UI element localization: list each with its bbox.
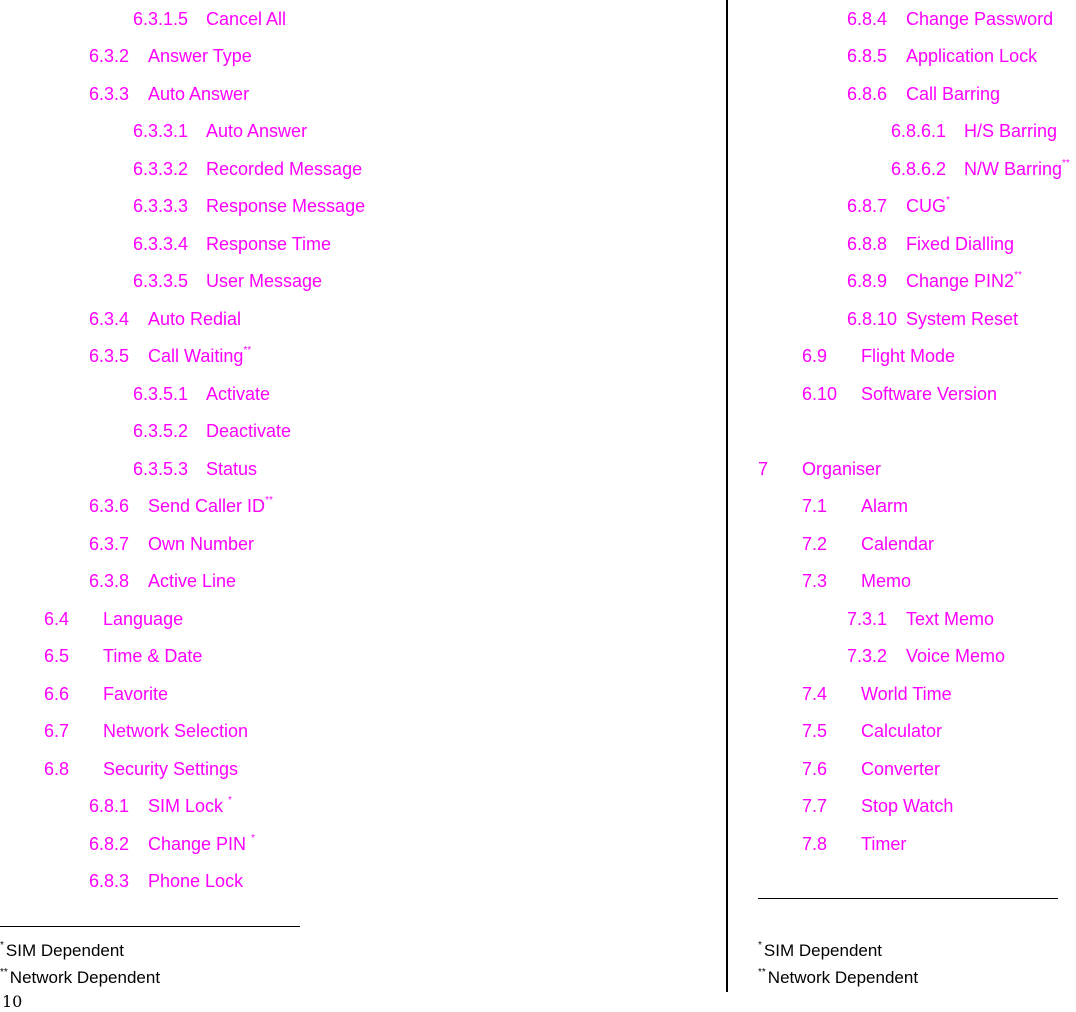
toc-entry-label: [861, 534, 934, 554]
toc-entry-title: Response Time: [206, 234, 332, 254]
toc-entry-title: Stop Watch: [861, 796, 954, 816]
toc-entry-title: Active Line: [148, 571, 237, 591]
toc-entry-label: [906, 46, 1037, 66]
toc-entry-title: Time & Date: [103, 646, 203, 666]
toc-entry-title: Language: [103, 609, 184, 629]
toc-entry-title: Favorite: [103, 684, 169, 704]
toc-entry-label: [861, 834, 906, 854]
toc-entry-number: 6.3.5: [89, 346, 130, 366]
toc-entry-number: 7.4: [802, 684, 828, 704]
toc-entry-label: [103, 721, 248, 741]
toc-entry-title: Memo: [861, 571, 912, 591]
toc-entry-number: 7.8: [802, 834, 828, 854]
footnote-rule-right: [758, 898, 1058, 899]
toc-entry-label: [861, 796, 953, 816]
toc-entry-label: [206, 159, 362, 179]
toc-entry-title: Response Message: [206, 196, 366, 216]
right-toc-column: [728, 0, 1076, 1012]
toc-entry-label: [206, 196, 365, 216]
toc-entry-label: [861, 384, 997, 404]
toc-entry-label: [148, 571, 236, 591]
toc-entry-label: [964, 159, 1070, 179]
toc-entry-title: Cancel All: [206, 9, 287, 29]
toc-entry-number: 6.3.7: [89, 534, 130, 554]
toc-entry-label: [206, 234, 331, 254]
toc-entry-number: 7.6: [802, 759, 828, 779]
toc-entry-label: [103, 646, 202, 666]
footnote-marker: **: [265, 495, 273, 506]
toc-entry-title: Call Waiting: [148, 346, 244, 366]
footnote-sim-left: * SIM Dependent: [0, 940, 125, 960]
toc-entry-label: [906, 9, 1053, 29]
toc-entry-title: Answer Type: [148, 46, 252, 66]
toc-entry-label: [906, 271, 1022, 291]
toc-entry-label: [148, 834, 255, 854]
toc-entry-number: 6.8: [44, 759, 70, 779]
footnote-marker: **: [1062, 158, 1070, 169]
toc-entry-number: 6.8.4: [847, 9, 888, 29]
toc-entry-title: H/S Barring: [964, 121, 1058, 141]
toc-entry-number: 6.3.3.1: [133, 121, 189, 141]
toc-entry-title: Recorded Message: [206, 159, 363, 179]
toc-entry-label: [206, 9, 286, 29]
toc-entry-label: [148, 496, 273, 516]
toc-entry-number: 6.8.7: [847, 196, 888, 216]
toc-entry-label: [148, 84, 249, 104]
toc-entry-title: Activate: [206, 384, 271, 404]
toc-entry-number: 7.3.2: [847, 646, 888, 666]
footnote-network-left: ** Network Dependent: [0, 967, 161, 987]
toc-entry-title: Change PIN: [148, 834, 252, 854]
toc-entry-title: Software Version: [861, 384, 998, 404]
footnote-sim-right: * SIM Dependent: [758, 940, 883, 960]
page-number: 10: [2, 992, 23, 1011]
toc-entry-label: [861, 684, 952, 704]
toc-entry-label: [964, 121, 1057, 141]
toc-entry-number: 6.8.10: [847, 309, 898, 329]
toc-entry-title: User Message: [206, 271, 323, 291]
toc-entry-title: Calculator: [861, 721, 943, 741]
toc-entry-title: Call Barring: [906, 84, 1001, 104]
toc-entry-title: Auto Redial: [148, 309, 242, 329]
toc-entry-title: Change Password: [906, 9, 1054, 29]
footnote-marker: *: [228, 795, 232, 806]
toc-entry-label: [206, 271, 322, 291]
toc-entry-number: 6.6: [44, 684, 70, 704]
toc-entry-label: [861, 496, 908, 516]
toc-entry-number: 6.5: [44, 646, 70, 666]
toc-entry-number: 6.8.6.2: [891, 159, 947, 179]
toc-entry-number: 6.9: [802, 346, 828, 366]
toc-entry-title: Flight Mode: [861, 346, 956, 366]
toc-entry-number: 7.2: [802, 534, 828, 554]
toc-entry-number: 6.8.5: [847, 46, 888, 66]
toc-entry-label: [861, 571, 911, 591]
toc-entry-title: Phone Lock: [148, 871, 244, 891]
toc-entry-number: 7: [758, 459, 769, 479]
toc-entry-number: 6.7: [44, 721, 70, 741]
toc-entry-label: [906, 609, 994, 629]
toc-entry-number: 6.3.5.3: [133, 459, 189, 479]
toc-entry-number: 6.3.1.5: [133, 9, 189, 29]
toc-entry-label: [861, 759, 940, 779]
toc-entry-title: Change PIN2: [906, 271, 1015, 291]
toc-entry-number: 6.3.3: [89, 84, 130, 104]
toc-entry-label: [802, 459, 881, 479]
toc-entry-title: CUG: [906, 196, 946, 216]
toc-entry-label: [148, 309, 241, 329]
toc-entry-title: Network Selection: [103, 721, 249, 741]
toc-entry-number: 6.3.4: [89, 309, 130, 329]
toc-entry-label: [906, 309, 1018, 329]
toc-entry-label: [206, 459, 257, 479]
toc-entry-title: Application Lock: [906, 46, 1038, 66]
toc-entry-label: [148, 46, 252, 66]
toc-entry-title: System Reset: [906, 309, 1019, 329]
toc-entry-number: 6.3.3.2: [133, 159, 189, 179]
toc-entry-label: [103, 609, 183, 629]
toc-entry-label: [861, 346, 955, 366]
toc-entry-number: 6.8.3: [89, 871, 130, 891]
toc-entry-label: [148, 796, 232, 816]
toc-entry-title: Send Caller ID: [148, 496, 266, 516]
toc-entry-title: Auto Answer: [206, 121, 308, 141]
toc-entry-label: [148, 534, 254, 554]
toc-entry-number: 7.5: [802, 721, 828, 741]
toc-entry-number: 6.4: [44, 609, 70, 629]
toc-entry-number: 6.3.2: [89, 46, 130, 66]
toc-entry-label: [148, 871, 243, 891]
toc-entry-number: 6.8.6: [847, 84, 888, 104]
toc-entry-title: Converter: [861, 759, 941, 779]
toc-entry-title: SIM Lock: [148, 796, 229, 816]
footnote-marker: *: [251, 833, 255, 844]
toc-entry-title: Status: [206, 459, 258, 479]
toc-entry-title: Own Number: [148, 534, 255, 554]
toc-entry-number: 6.3.3.5: [133, 271, 189, 291]
toc-entry-number: 7.3: [802, 571, 828, 591]
toc-entry-number: 6.8.8: [847, 234, 888, 254]
toc-entry-label: [206, 384, 270, 404]
toc-entry-number: 6.8.9: [847, 271, 888, 291]
toc-entry-label: [906, 196, 950, 216]
toc-entry-number: 6.3.5.2: [133, 421, 189, 441]
toc-entry-number: 6.8.2: [89, 834, 130, 854]
footnote-marker: **: [1014, 270, 1022, 281]
toc-entry-title: Auto Answer: [148, 84, 250, 104]
toc-entry-number: 6.10: [802, 384, 838, 404]
toc-entry-label: [148, 346, 251, 366]
toc-entry-title: Timer: [861, 834, 907, 854]
toc-entry-number: 7.7: [802, 796, 828, 816]
footnote-rule-left: [0, 926, 300, 927]
toc-entry-title: Security Settings: [103, 759, 239, 779]
toc-entry-number: 6.3.3.4: [133, 234, 189, 254]
footnote-marker: *: [946, 195, 950, 206]
toc-entry-number: 6.3.5.1: [133, 384, 189, 404]
footnote-marker: **: [243, 345, 252, 356]
toc-entry-title: N/W Barring: [964, 159, 1063, 179]
toc-entry-label: [906, 234, 1014, 254]
toc-entry-label: [103, 684, 168, 704]
toc-entry-number: 6.3.6: [89, 496, 130, 516]
toc-entry-title: Text Memo: [906, 609, 995, 629]
toc-entry-number: 7.1: [802, 496, 828, 516]
toc-entry-title: Alarm: [861, 496, 909, 516]
toc-entry-label: [103, 759, 238, 779]
toc-entry-title: Calendar: [861, 534, 935, 554]
toc-entry-title: Organiser: [802, 459, 882, 479]
toc-entry-number: 6.3.3.3: [133, 196, 189, 216]
toc-entry-label: [906, 646, 1005, 666]
toc-entry-label: [206, 421, 291, 441]
toc-entry-title: World Time: [861, 684, 952, 704]
toc-entry-label: [906, 84, 1000, 104]
toc-entry-label: [861, 721, 942, 741]
toc-entry-label: [206, 121, 307, 141]
toc-entry-number: 6.8.6.1: [891, 121, 947, 141]
toc-entry-number: 6.3.8: [89, 571, 130, 591]
toc-entry-number: 7.3.1: [847, 609, 888, 629]
toc-entry-title: Voice Memo: [906, 646, 1006, 666]
toc-entry-title: Deactivate: [206, 421, 292, 441]
toc-entry-number: 6.8.1: [89, 796, 130, 816]
footnote-network-right: ** Network Dependent: [758, 967, 919, 987]
toc-entry-title: Fixed Dialling: [906, 234, 1015, 254]
